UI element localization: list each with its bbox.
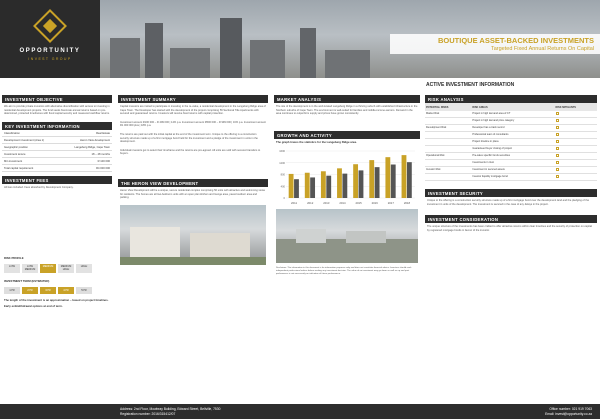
bar — [337, 168, 342, 198]
checkbox-icon — [556, 154, 559, 157]
active-investment-label: ACTIVE INVESTMENT INFORMATION — [420, 80, 600, 90]
table-row — [425, 167, 597, 174]
section-heading: RISK ANALYSIS — [425, 95, 597, 103]
risk-mitigant-cell — [555, 167, 597, 174]
section-heading: INVESTMENT OBJECTIVE — [2, 95, 112, 103]
key-cell: Geographic position — [2, 144, 60, 151]
table-row — [425, 153, 597, 160]
disclaimer-text: Disclaimer: The information in this document is for information purposes only and does not constitute financial advice. Investors should seek independent professional advice before making any investment decision. The value of an investment may go down as well as up and past performance is not necessarily an indication of future performance. — [276, 266, 412, 275]
risk-level-chip: HIGH — [76, 264, 92, 273]
risk-profile-scale — [2, 261, 112, 276]
checkbox-icon — [556, 119, 559, 122]
checkbox-icon — [556, 175, 559, 178]
risk-level-chip: MEDIUM HIGH — [58, 264, 74, 273]
page-title: BOUTIQUE ASSET-BACKED INVESTMENTS — [438, 36, 594, 45]
risk-level-chip: MEDIUM — [40, 264, 56, 273]
x-tick-label: 2013 — [323, 200, 330, 205]
value-cell: Heron View development — [60, 137, 112, 144]
brand-name: OPPORTUNITY — [19, 48, 81, 54]
market-text: The site of the development is in the well-located Langeberg Ridge in a thriving suburb with established infrastructure in the Northern suburbs of Cape Town. The environment is well-suited for families and middle-income earners. Demand in the area continues to outperform supply and prices have grown consistently. — [276, 105, 418, 116]
checkbox-icon — [556, 147, 559, 150]
growth-chart — [276, 148, 418, 206]
section-heading: INVESTMENT CONSIDERATION — [425, 215, 597, 223]
term-year-chip: 1YR — [4, 287, 20, 294]
risk-area-cell: Professional team of consultants — [471, 132, 554, 139]
bar — [342, 173, 347, 197]
risk-name-cell: Development Risk — [425, 125, 471, 132]
key-cell: Total capital requirement — [2, 165, 60, 172]
bar — [407, 162, 412, 198]
table-row — [2, 137, 112, 144]
x-tick-label: 2015 — [355, 200, 362, 205]
risk-area-cell: Developer has a track record — [471, 125, 554, 132]
table-row — [425, 160, 597, 167]
column-left — [2, 95, 112, 309]
header-banner — [0, 0, 600, 78]
logo-panel — [0, 0, 100, 78]
bar — [310, 177, 315, 198]
value-cell: Langeberg Ridge, Cape Town — [60, 144, 112, 151]
value-cell: R 100 000 — [60, 158, 112, 165]
risk-mitigant-cell — [555, 125, 597, 132]
checkbox-icon — [556, 161, 559, 164]
value-cell: Real Estate — [60, 130, 112, 137]
risk-mitigant-cell — [555, 146, 597, 153]
key-cell: Min investment — [2, 158, 60, 165]
summary-text-4: Individual investors get to select their timeframe and the returns are pre-agreed. All units are sold with secured transfers to buyers. — [120, 148, 261, 156]
checkbox-icon — [556, 126, 559, 129]
bar — [321, 171, 326, 198]
footer — [0, 404, 600, 419]
y-tick-label: 400 — [280, 185, 285, 189]
key-cell: Classification — [2, 130, 60, 137]
logo-diamond-icon — [33, 9, 67, 43]
bar — [294, 179, 299, 198]
risk-area-cell: Project in high demand price category — [471, 118, 554, 125]
risk-mitigant-cell — [555, 118, 597, 125]
risk-name-cell: Operational Risk — [425, 153, 471, 160]
risk-name-cell — [425, 118, 471, 125]
bar — [359, 170, 364, 198]
term-year-chip: 4YR — [58, 287, 74, 294]
footer-email: Email: invest@opportunity.co.za — [545, 411, 592, 416]
x-tick-label: 2017 — [387, 200, 394, 205]
x-tick-label: 2012 — [307, 200, 314, 205]
key-cell: Investment tenure — [2, 151, 60, 158]
section-heading: GROWTH AND ACTIVITY — [274, 131, 420, 139]
risk-mitigant-cell — [555, 174, 597, 181]
checkbox-icon — [556, 112, 559, 115]
value-cell: 18 – 48 months — [60, 151, 112, 158]
term-heading: INVESTMENT TERM (ESTIMATED) — [4, 278, 50, 283]
checkbox-icon — [556, 133, 559, 136]
summary-text: Capital investors are invited to participate in investing in the re-value, a residential development in the Langeberg Ridge area of Cape Town. The Developer has started with the development of the project comprising 56 Sectional Title Apartments with secured and guaranteed returns. Investors will receive fixed returns with capital protection. — [120, 105, 266, 116]
table-row — [425, 174, 597, 181]
term-note: Early exit/withdrawal options at end of term. — [4, 303, 63, 308]
risk-level-chip: LOW MEDIUM — [22, 264, 38, 273]
col-header: RISK MITIGANTS — [555, 103, 597, 111]
table-row — [425, 118, 597, 125]
bar — [391, 164, 396, 197]
value-cell: R4 000 000 — [60, 165, 112, 172]
table-row — [425, 146, 597, 153]
aerial-photo — [276, 209, 418, 263]
bar — [369, 160, 374, 198]
risk-name-cell: Market Risk — [425, 111, 471, 118]
risk-name-cell — [425, 146, 471, 153]
risk-area-cell: Investments in trust — [471, 160, 554, 167]
checkbox-icon — [556, 140, 559, 143]
bar — [289, 174, 294, 198]
section-heading: MARKET ANALYSIS — [274, 95, 420, 103]
brand-sub: INVEST GROUP — [28, 57, 72, 61]
growth-chart-svg — [276, 148, 418, 206]
column-mid-right — [274, 95, 420, 279]
risk-area-cell: Pre-sales specific funds securities — [471, 153, 554, 160]
bar — [402, 155, 407, 198]
fees-text: All fees included. Fees absorbed by Development Company. — [4, 186, 74, 190]
risk-profile-heading: RISK PROFILE — [4, 255, 24, 260]
risk-area-cell: Project in high demand area of CT — [471, 111, 554, 118]
x-tick-label: 2016 — [371, 200, 378, 205]
section-heading: INVESTMENT SUMMARY — [118, 95, 268, 103]
risk-area-cell: Project timeline in place — [471, 139, 554, 146]
table-row — [2, 158, 112, 165]
x-tick-label: 2014 — [339, 200, 346, 205]
key-info-table — [2, 130, 112, 173]
section-heading: INVESTMENT SECURITY — [425, 189, 597, 197]
risk-level-chip: LOW — [4, 264, 20, 273]
term-scale — [2, 284, 112, 297]
bar — [326, 175, 331, 197]
risk-area-cell: Investor liquidity mortgage bond — [471, 174, 554, 181]
x-tick-label: 2011 — [291, 200, 298, 205]
risk-name-cell — [425, 160, 471, 167]
risk-name-cell — [425, 174, 471, 181]
summary-text-3: The returns are paid out with the initial capital at the end of the investment term. Unique to the offering is a construction security structure made up of a first mortgage bond held for the investment and a pledge of the investment in units in the development. — [120, 132, 258, 144]
y-tick-label: 0 — [283, 196, 285, 200]
section-heading: KEY INVESTMENT INFORMATION — [2, 122, 112, 130]
column-mid-left — [118, 95, 268, 267]
column-right — [425, 95, 597, 235]
consideration-text: The unique structure of the investments has been crafted to offer attractive returns within clear timelines and the security of protection on capital by registered mortgage bonds in favour of the investor. — [427, 225, 592, 232]
development-render-photo — [120, 205, 266, 265]
risk-mitigant-cell — [555, 132, 597, 139]
section-heading: INVESTMENT FEES — [2, 176, 112, 184]
checkbox-icon — [556, 168, 559, 171]
risk-area-cell: Guaranteed buyer closing of project — [471, 146, 554, 153]
page-subtitle: Targeted Fixed Annual Returns On Capital — [490, 46, 594, 52]
risk-name-cell — [425, 132, 471, 139]
col-header: POTENTIAL RISKS — [425, 103, 471, 111]
term-year-chip: 3YR — [40, 287, 56, 294]
security-text: Unique to the offering is a construction security structure made up of a first mortgage bond over the development land and the pledging of the investment in units of the development. The investment is secured in the case of any delays in the project. — [427, 199, 590, 206]
table-row — [2, 144, 112, 151]
footer-registration: Registration number: 2016/315412/07 — [120, 411, 176, 416]
y-tick-label: 800 — [280, 173, 285, 177]
term-year-chip: 5YR — [76, 287, 92, 294]
summary-returns: Investment amount R100 000 – R 499 000 | 14% p.a. Investment amount R500 000 – R 999 000 | 16% p.a. Investment amount R1 000 000 plus | 18% p.a. — [120, 120, 266, 128]
risk-name-cell — [425, 139, 471, 146]
risk-mitigant-cell — [555, 153, 597, 160]
heron-view-text: Heron View Development will be a unique, secure residential complex comprising 56 units with attractive and welcoming views for residents. The homes are all two-bedroom units with an open plan kitchen and lounge area, paved outdoor area and parking. — [120, 188, 265, 200]
table-row — [2, 165, 112, 172]
table-row — [2, 151, 112, 158]
risk-table — [425, 103, 597, 181]
bar — [353, 164, 358, 198]
title-box — [390, 34, 600, 54]
growth-caption: The graph traces the statistics for the Langeberg Ridge area. — [276, 139, 357, 144]
bar — [305, 173, 310, 198]
risk-name-cell: Investor Risk — [425, 167, 471, 174]
key-cell: Development investment (Area 1) — [2, 137, 60, 144]
col-header: RISK AREAS — [471, 103, 554, 111]
term-note-bold: The length of the investment is an approximation – based on project timelines. — [4, 297, 109, 302]
objective-text: We aim to provide private investors with alternative diversification with access to investing in residential development projects. The fund seeks fixed-rate annual returns based on pre-determined, protected timeframes with fixed capital security and measured cashflow returns. — [4, 105, 110, 116]
risk-area-cell: Investment in secured assets — [471, 167, 554, 174]
table-row — [2, 130, 112, 137]
bar — [385, 157, 390, 198]
risk-mitigant-cell — [555, 139, 597, 146]
x-tick-label: 2018 — [403, 200, 411, 205]
term-year-chip: 2YR — [22, 287, 38, 294]
y-tick-label: 1200 — [279, 161, 285, 165]
risk-mitigant-cell — [555, 160, 597, 167]
bar — [375, 167, 380, 198]
section-heading: THE HERON VIEW DEVELOPMENT — [118, 179, 268, 187]
footer-phone: Office number: 021 919 7063 — [549, 407, 592, 411]
table-row — [425, 125, 597, 132]
y-tick-label: 1600 — [279, 149, 285, 153]
table-row — [425, 132, 597, 139]
footer-address: Address: 2nd Floor, Mowbray Building, Edward Street, Bellville, 7530 — [120, 407, 221, 411]
table-row — [425, 139, 597, 146]
